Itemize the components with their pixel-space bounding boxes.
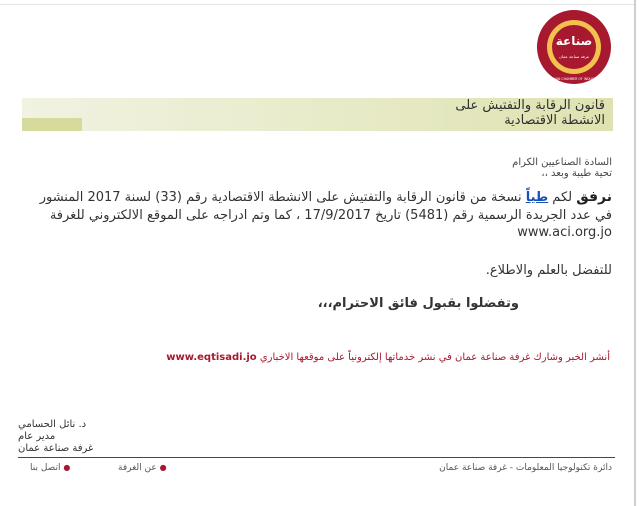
- salutation-line-2: تحية طيبة وبعد ،،: [541, 168, 612, 179]
- footer-about-link[interactable]: [118, 463, 167, 473]
- promo-text: أنشر الخبر وشارك غرفة صناعة عمان في نشر خدماتها إلكترونياً على موقعها الاخباري: [256, 352, 610, 363]
- title-band-stripe: [22, 118, 82, 131]
- promo-site-link[interactable]: www.eqtisadi.jo: [166, 352, 257, 363]
- signature-name: د. نائل الحسامي: [18, 419, 87, 430]
- logo-arabic-text: صناعة: [555, 34, 593, 48]
- promo-line: [10, 352, 610, 364]
- info-line: للتفضل بالعلم والاطلاع.: [485, 263, 612, 278]
- website-link[interactable]: www.aci.org.jo: [517, 225, 612, 240]
- footer-rule: [18, 457, 615, 458]
- salutation-line-1: السادة الصناعيين الكرام: [512, 157, 612, 168]
- bullet-icon: ●: [159, 463, 167, 472]
- title-line-2: الانشطة الاقتصادية: [504, 113, 605, 128]
- signature-block: [18, 419, 158, 455]
- body-part-1: لكم: [548, 190, 577, 205]
- logo-subtitle: AMMAN CHAMBER OF INDUSTRY: [548, 77, 600, 81]
- title-line-1: قانون الرقابة والتفتيش على: [455, 98, 605, 113]
- logo-ring-text: غرفة صناعة عمان: [558, 54, 590, 59]
- closing-line: وتفضلوا بقبول فائق الاحترام،،،: [317, 296, 519, 311]
- signature-position: مدير عام: [18, 431, 56, 442]
- attachment-link[interactable]: طياً: [525, 190, 549, 205]
- footer-contact-link[interactable]: [30, 463, 70, 473]
- frame-right-rule: [634, 0, 636, 506]
- footer-contact-label: اتصل بنا: [30, 463, 61, 473]
- salutation: [212, 157, 612, 179]
- frame-top-rule: [0, 4, 634, 5]
- title-band: [22, 98, 613, 131]
- page-title: [245, 98, 605, 128]
- chamber-logo[interactable]: [535, 8, 613, 86]
- footer-about-label: عن الغرفة: [118, 463, 157, 473]
- footer-department: دائرة تكنولوجيا المعلومات - غرفة صناعة عمان: [439, 463, 612, 473]
- signature-org: غرفة صناعة عمان: [18, 443, 94, 454]
- bullet-icon: ●: [63, 463, 71, 472]
- body-paragraph: [22, 189, 612, 242]
- body-lead: نرفق: [576, 189, 612, 205]
- body-part-2: نسخة من قانون الرقابة والتفتيش على الانشطة الاقتصادية رقم (33) لسنة 2017 المنشور في عدد الجريدة الرسمية رقم (5481) تاريخ 17/9/2017 ، كما وتم ادراجه على الموقع الالكتروني للغرفة: [39, 190, 612, 223]
